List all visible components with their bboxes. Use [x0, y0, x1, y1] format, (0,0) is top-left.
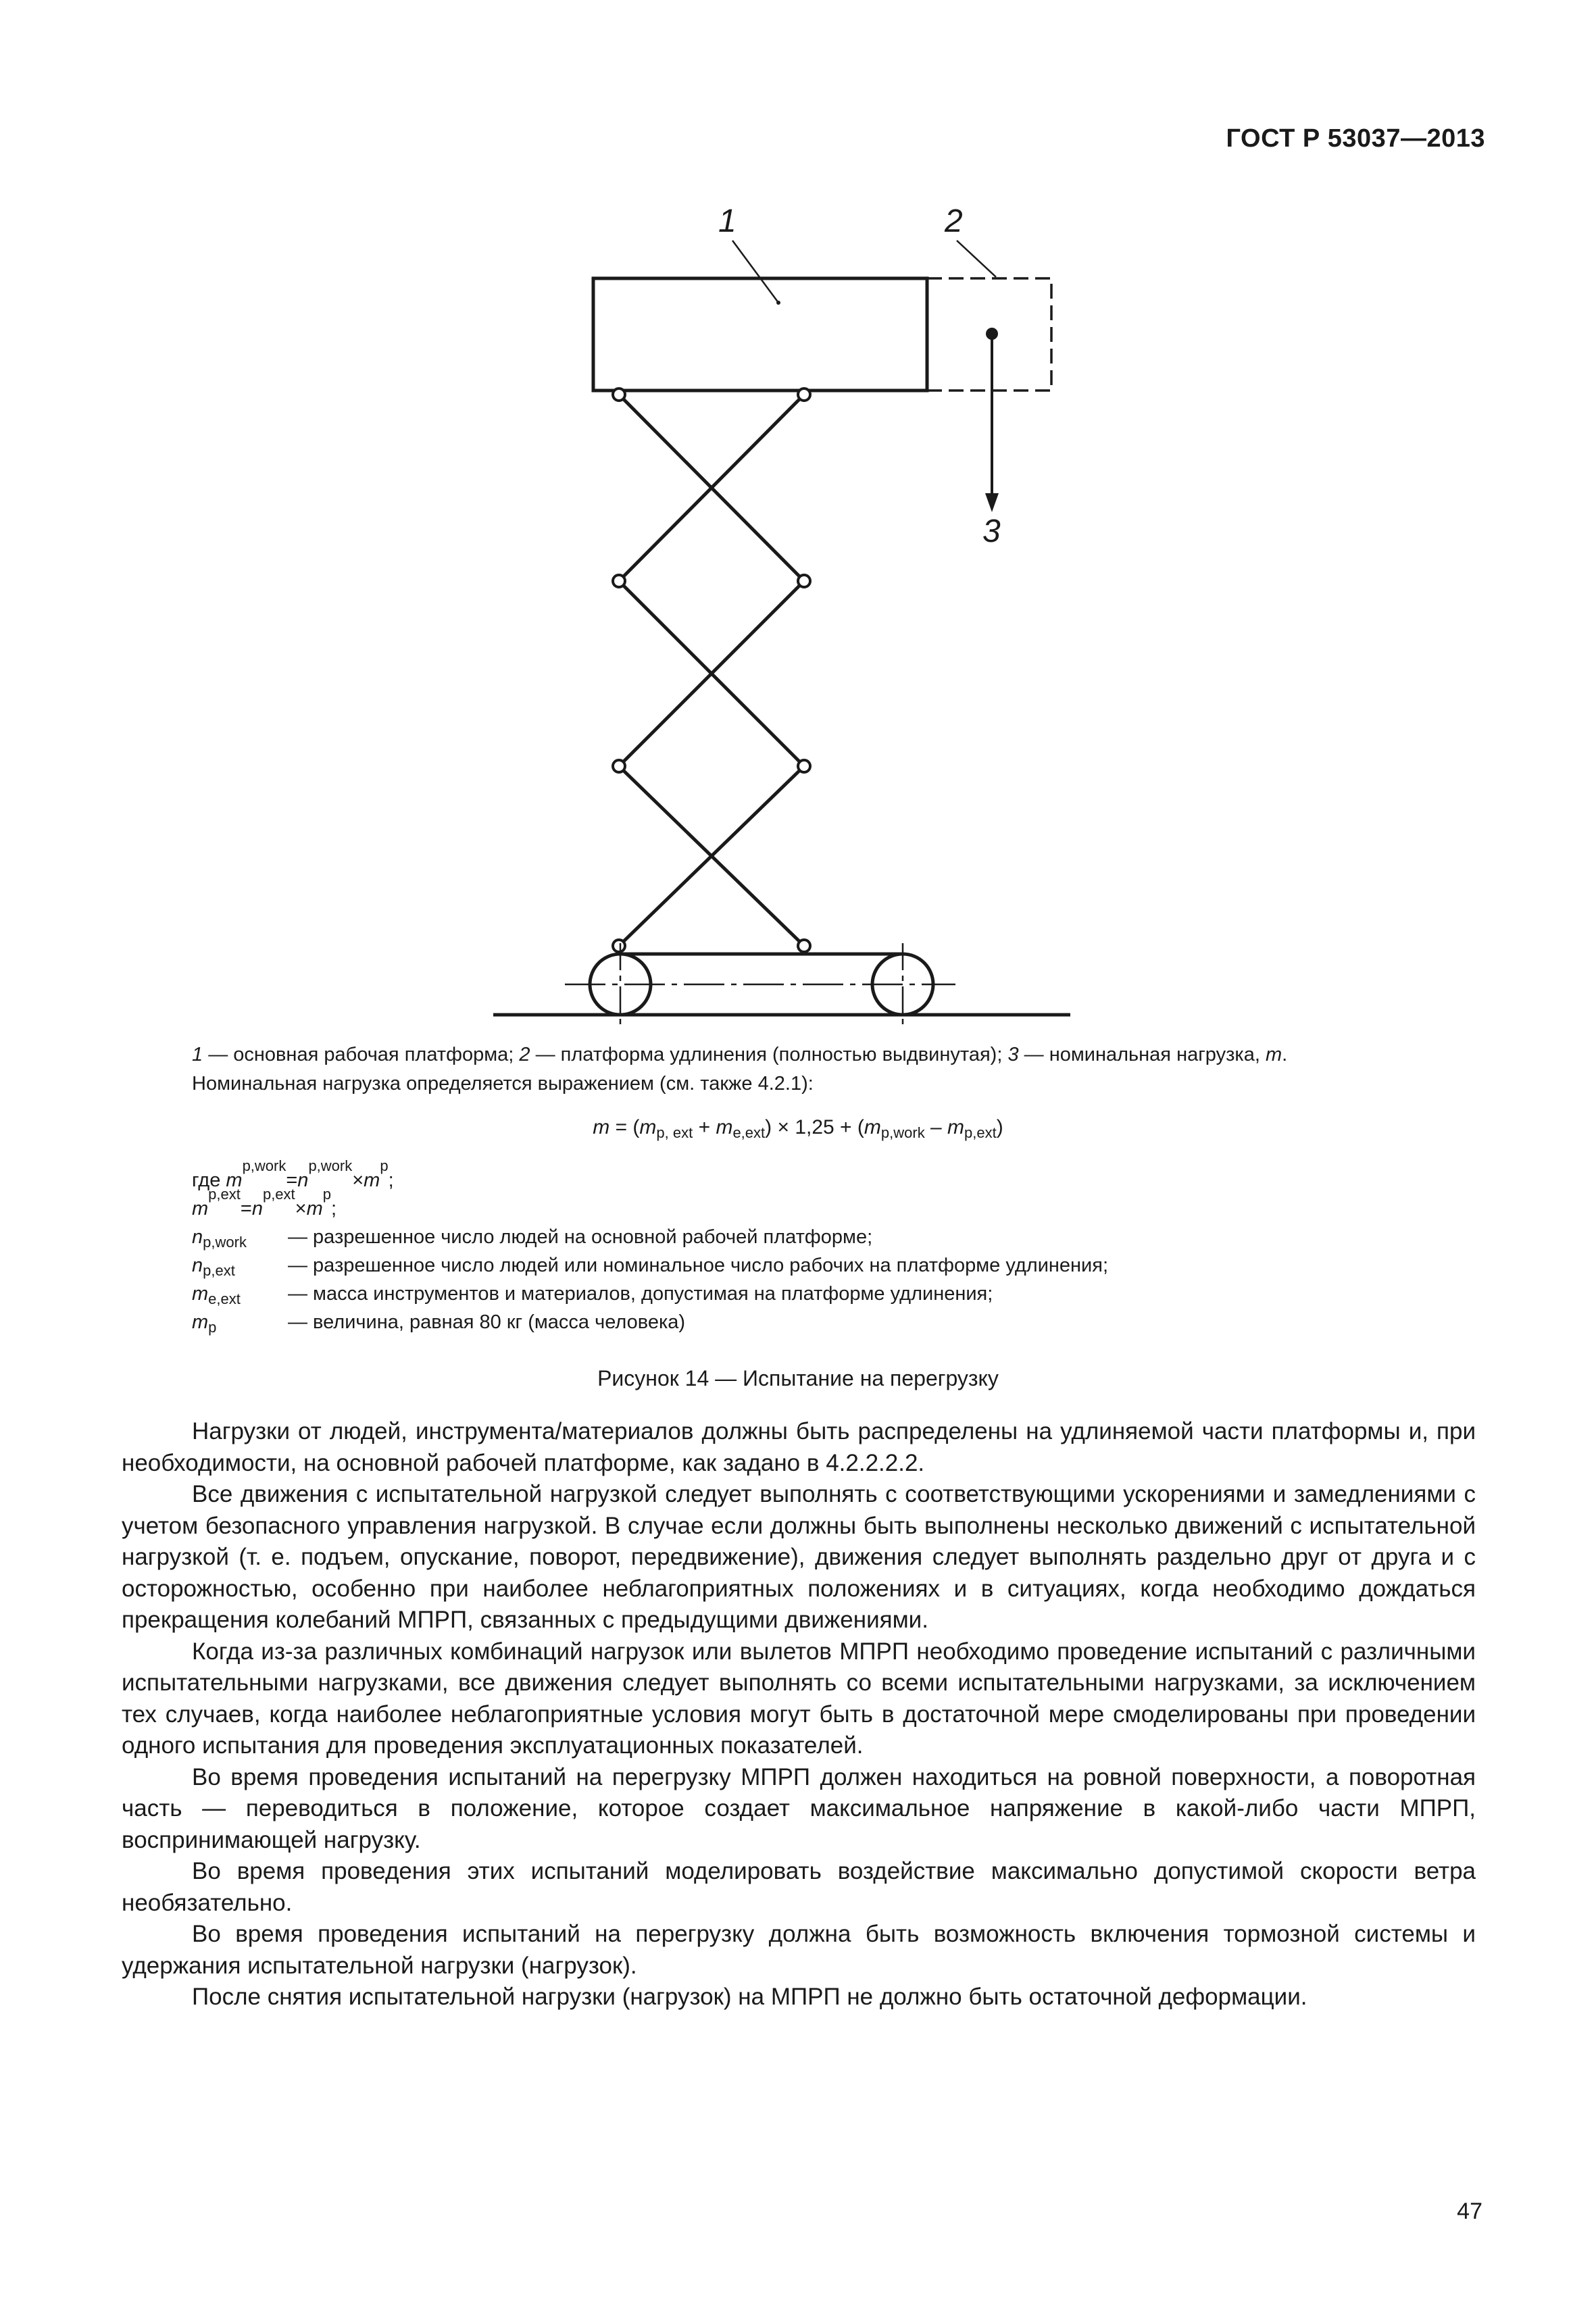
- legend-text-3: — номинальная нагрузка,: [1018, 1044, 1266, 1065]
- body-text: [122, 1416, 1476, 2013]
- def-row-2: [192, 1251, 1108, 1280]
- where-row-2: [192, 1186, 1108, 1223]
- callout-1: 1: [718, 203, 737, 239]
- paragraph-5: Во время проведения этих испытаний моделировать воздействие максимально допустимой скорости ветра необязательно.: [122, 1858, 1476, 1916]
- w1-b: n: [297, 1169, 309, 1191]
- w2-a-sub: p,ext: [208, 1186, 241, 1203]
- callout-2: 2: [945, 203, 963, 239]
- formula-mid: ) × 1,25 + (: [765, 1116, 864, 1138]
- paragraph-7: После снятия испытательной нагрузки (нагрузок) на МПРП не должно быть остаточной деформации.: [192, 1984, 1307, 2010]
- nominal-load-formula: [0, 1116, 1596, 1139]
- formula-sub-eext: e,ext: [732, 1124, 766, 1141]
- def-symbol-4: [192, 1308, 288, 1336]
- legend-text-1: — основная рабочая платформа;: [203, 1044, 520, 1065]
- formula-mp3: m: [947, 1116, 965, 1138]
- def-symbol-2: [192, 1251, 288, 1280]
- formula-me: m: [716, 1116, 733, 1138]
- legend-m: m: [1265, 1044, 1282, 1065]
- paragraph-1: Нагрузки от людей, инструмента/материалов должны быть распределены на удлиняемой части платформы и, при необходимости, на основной рабочей платформе, как задано в 4.2.2.2.2.: [122, 1418, 1476, 1476]
- w1-c-sub: p: [380, 1157, 389, 1174]
- formula-plus: +: [693, 1116, 716, 1138]
- def-symbol-3: [192, 1280, 288, 1308]
- d3-sub: e,ext: [208, 1290, 241, 1307]
- legend-num-2: 2: [519, 1044, 530, 1065]
- paragraph-6: Во время проведения испытаний на перегрузку должна быть возможность включения тормозной системы и удержания испытательной нагрузки (нагрузок).: [122, 1921, 1476, 1979]
- d2-sub: p,ext: [203, 1262, 235, 1279]
- w1-eq: =: [286, 1169, 298, 1191]
- w1-c: m: [364, 1169, 380, 1191]
- paragraph-2: Все движения с испытательной нагрузкой следует выполнять с соответствующими ускорениями и замедлениями с учетом безопасного управления нагрузкой. В случае если должны быть выполнены несколько движений с испытательной нагрузкой (т. е. подъем, опускание, поворот, передвижение), движения следует выполнять раздельно друг от друга и с осторожностью, особенно при наиболее неблагоприятных положениях и в ситуациях, когда необходимо дождаться прекращения колебаний МПРП, связанных с предыдущими движениями.: [122, 1481, 1476, 1633]
- d2-text: — разрешенное число людей или номинальное число рабочих на платформе удлинения;: [288, 1255, 1109, 1276]
- page-number: 47: [1457, 2198, 1482, 2224]
- formula-close: ): [996, 1116, 1003, 1138]
- w2-c: m: [306, 1198, 323, 1219]
- def-symbol-1: [192, 1223, 288, 1251]
- d1-sub: p,work: [203, 1234, 247, 1251]
- w2-b: n: [251, 1198, 263, 1219]
- figure-title: Рисунок 14 — Испытание на перегрузку: [597, 1366, 999, 1390]
- legend-num-1: 1: [192, 1044, 203, 1065]
- d4-s: m: [192, 1311, 209, 1333]
- w2-a: m: [192, 1198, 209, 1219]
- d4-text: — величина, равная 80 кг (масса человека): [288, 1311, 686, 1333]
- formula-mp: m: [639, 1116, 657, 1138]
- formula-sub-pwork: p,work: [880, 1124, 925, 1141]
- formula-m: m: [593, 1116, 610, 1138]
- legend-text-2: — платформа удлинения (полностью выдвинутая);: [530, 1044, 1008, 1065]
- w1-end: ;: [388, 1169, 394, 1191]
- def-row-1: [192, 1223, 1108, 1251]
- scissor-lift-diagram: [0, 0, 1596, 1034]
- symbol-definitions: [192, 1157, 1109, 1336]
- formula-mp2: m: [864, 1116, 881, 1138]
- legend-end: .: [1282, 1044, 1288, 1065]
- where-pre: где: [192, 1169, 221, 1191]
- w1-b-sub: p,work: [308, 1157, 353, 1174]
- w2-eq: =: [240, 1198, 252, 1219]
- formula-eq: = (: [609, 1116, 640, 1138]
- scissor-pins: [613, 388, 810, 952]
- def-row-3: [192, 1280, 1108, 1308]
- formula-minus: –: [924, 1116, 948, 1138]
- callout-2-leader: [957, 241, 996, 277]
- callout-3: 3: [982, 513, 1001, 549]
- paragraph-4: Во время проведения испытаний на перегрузку МПРП должен находиться на ровной поверхности, а поворотная часть — переводиться в положение, которое создает максимальное напряжение в какой-либо части МПРП, воспринимающей нагрузку.: [122, 1763, 1476, 1853]
- d1-s: n: [192, 1226, 203, 1248]
- d2-s: n: [192, 1255, 203, 1276]
- scissor-arms: [619, 395, 804, 946]
- main-platform: [593, 278, 927, 391]
- figure-legend: [192, 1040, 1484, 1099]
- w1-x: ×: [352, 1169, 364, 1191]
- d3-s: m: [192, 1283, 209, 1305]
- w1-a-sub: p,work: [242, 1157, 286, 1174]
- def-row-4: [192, 1308, 1108, 1336]
- legend-line-2: Номинальная нагрузка определяется выражением (см. также 4.2.1):: [192, 1073, 814, 1095]
- w1-a: m: [226, 1169, 243, 1191]
- load-arrowhead: [985, 493, 999, 512]
- d4-sub: p: [208, 1319, 217, 1336]
- w2-c-sub: p: [322, 1186, 332, 1203]
- d3-text: — масса инструментов и материалов, допустимая на платформе удлинения;: [288, 1283, 993, 1305]
- callout-1-leader: [732, 241, 778, 303]
- formula-sub-pext: p, ext: [656, 1124, 693, 1141]
- w2-b-sub: p,ext: [262, 1186, 295, 1203]
- paragraph-3: Когда из-за различных комбинаций нагрузок или вылетов МПРП необходимо проведение испытаний с различными испытательными нагрузками, все движения следует выполнять со всеми испытательными нагрузками, за исключением тех случаев, когда наиболее неблагоприятные условия могут быть в достаточной мере смоделированы при проведении одного испытания для проведения эксплуатационных показателей.: [122, 1638, 1476, 1759]
- w2-x: ×: [295, 1198, 307, 1219]
- w2-end: ;: [331, 1198, 337, 1219]
- d1-text: — разрешенное число людей на основной рабочей платформе;: [288, 1226, 873, 1248]
- legend-num-3: 3: [1007, 1044, 1019, 1065]
- document-header: ГОСТ Р 53037—2013: [1226, 124, 1485, 153]
- formula-sub-pext2: p,ext: [964, 1124, 997, 1141]
